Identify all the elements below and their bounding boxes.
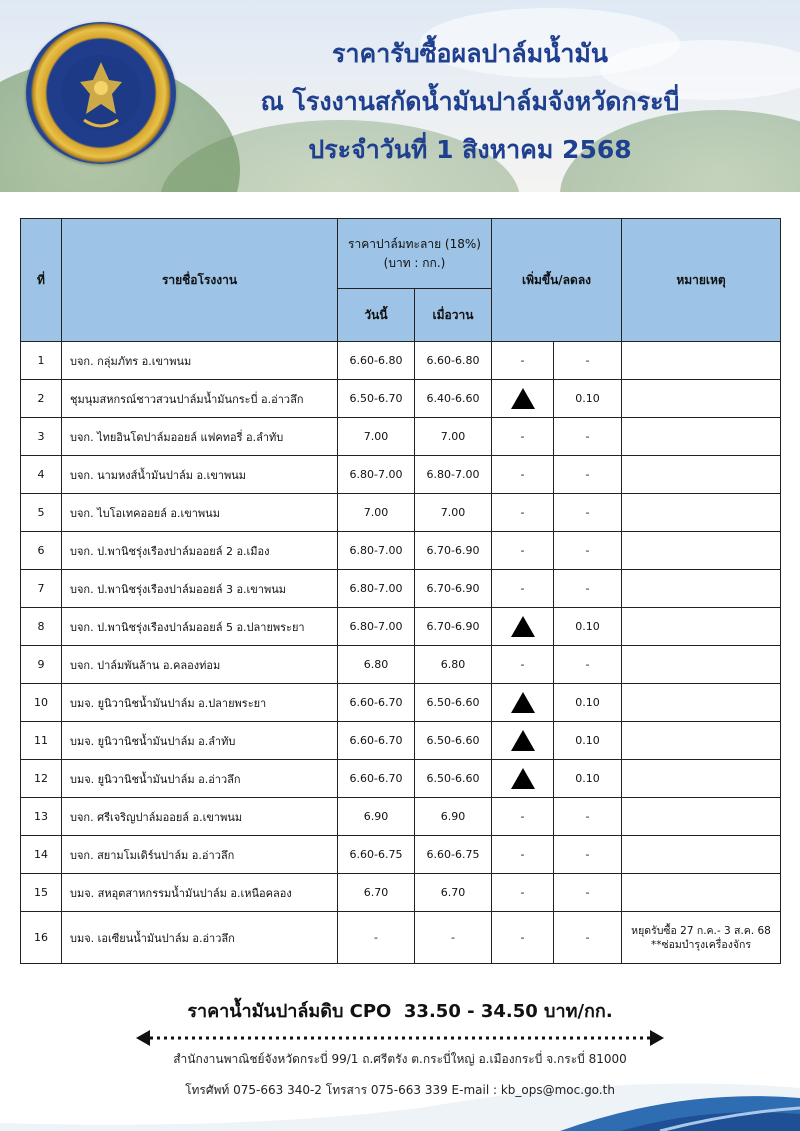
contact-info: โทรศัพท์ 075-663 340-2 โทรสาร 075-663 339 E-mail : kb_ops@moc.go.th [185,1083,615,1097]
price-today: 6.80 [338,646,415,684]
price-today: 6.60-6.70 [338,684,415,722]
row-number: 1 [21,342,62,380]
table-row [21,836,781,874]
change-amount: 0.10 [554,608,622,646]
change-direction: - [492,418,554,456]
change-amount: - [554,418,622,456]
table-row [21,418,781,456]
change-amount: - [554,456,622,494]
change-direction [492,760,554,798]
change-direction [492,608,554,646]
factory-name: บจก. ป.พานิชรุ่งเรืองปาล์มออยล์ 2 อ.เมือง [62,532,338,570]
factory-name: บจก. ปาล์มพันล้าน อ.คลองท่อม [62,646,338,684]
row-number: 8 [21,608,62,646]
header-factory: รายชื่อโรงงาน [62,219,338,342]
change-direction: - [492,874,554,912]
office-address: สำนักงานพาณิชย์จังหวัดกระบี่ 99/1 ถ.ศรีตรัง ต.กระบี่ใหญ่ อ.เมืองกระบี่ จ.กระบี่ 81000 [173,1052,627,1066]
price-today: 6.60-6.70 [338,760,415,798]
price-yesterday: - [415,912,492,964]
price-yesterday: 6.50-6.60 [415,722,492,760]
change-direction: - [492,836,554,874]
row-number: 4 [21,456,62,494]
factory-name: บจก. กลุ่มภัทร อ.เขาพนม [62,342,338,380]
table-row [21,912,781,964]
factory-name: บมจ. ยูนิวานิชน้ำมันปาล์ม อ.อ่าวลึก [62,760,338,798]
change-direction: - [492,798,554,836]
row-number: 16 [21,912,62,964]
price-today: 6.90 [338,798,415,836]
price-today: 6.80-7.00 [338,570,415,608]
row-number: 2 [21,380,62,418]
factory-name: บจก. นามหงส์น้ำมันปาล์ม อ.เขาพนม [62,456,338,494]
ministry-seal-icon [26,22,176,164]
factory-name: บจก. ป.พานิชรุ่งเรืองปาล์มออยล์ 3 อ.เขาพนม [62,570,338,608]
change-direction [492,380,554,418]
price-yesterday: 6.60-6.75 [415,836,492,874]
triangle-up-icon [511,768,535,789]
price-today: 6.60-6.70 [338,722,415,760]
change-direction [492,684,554,722]
table-row [21,684,781,722]
table-row [21,380,781,418]
price-yesterday: 7.00 [415,494,492,532]
factory-name: บมจ. เอเซียนน้ำมันปาล์ม อ.อ่าวลึก [62,912,338,964]
price-yesterday: 6.90 [415,798,492,836]
table-row [21,494,781,532]
page-title-line-2: ณ โรงงานสกัดน้ำมันปาล์มจังหวัดกระบี่ [260,87,680,116]
change-amount: - [554,646,622,684]
table-row [21,342,781,380]
row-number: 15 [21,874,62,912]
page-title-line-1: ราคารับซื้อผลปาล์มน้ำมัน [332,39,608,68]
row-number: 12 [21,760,62,798]
header-today: วันนี้ [338,289,415,342]
row-number: 11 [21,722,62,760]
row-note [622,836,781,874]
factory-name: บมจ. สหอุตสาหกรรมน้ำมันปาล์ม อ.เหนือคลอง [62,874,338,912]
factory-name: บมจ. ยูนิวานิชน้ำมันปาล์ม อ.ลำทับ [62,722,338,760]
table-row [21,532,781,570]
change-amount: 0.10 [554,722,622,760]
price-yesterday: 6.40-6.60 [415,380,492,418]
cpo-label: ราคาน้ำมันปาล์มดิบ CPO [187,1001,392,1022]
factory-name: บมจ. ยูนิวานิชน้ำมันปาล์ม อ.ปลายพระยา [62,684,338,722]
price-yesterday: 6.70-6.90 [415,608,492,646]
row-number: 3 [21,418,62,456]
price-today: 6.50-6.70 [338,380,415,418]
price-yesterday: 6.60-6.80 [415,342,492,380]
price-today: 7.00 [338,494,415,532]
row-note [622,722,781,760]
change-direction: - [492,342,554,380]
change-amount: - [554,798,622,836]
price-today: 7.00 [338,418,415,456]
change-amount: - [554,836,622,874]
price-yesterday: 6.50-6.60 [415,760,492,798]
factory-name: บจก. ไทยอินโดปาล์มออยล์ แฟคทอรี่ อ.ลำทับ [62,418,338,456]
factory-name: บจก. ป.พานิชรุ่งเรืองปาล์มออยล์ 5 อ.ปลายพระยา [62,608,338,646]
palm-price-table [20,218,781,964]
price-yesterday: 7.00 [415,418,492,456]
row-note [622,342,781,380]
row-note [622,570,781,608]
price-yesterday: 6.70 [415,874,492,912]
change-amount: 0.10 [554,760,622,798]
row-number: 5 [21,494,62,532]
cpo-value: 33.50 - 34.50 บาท/กก. [403,1001,613,1022]
header-change: เพิ่มขึ้น/ลดลง [492,219,622,342]
row-note [622,684,781,722]
table-row [21,608,781,646]
row-note [622,874,781,912]
row-note [622,456,781,494]
row-number: 6 [21,532,62,570]
note-line-1: หยุดรับซื้อ 27 ก.ค.- 3 ส.ค. 68 [631,924,771,937]
triangle-up-icon [511,616,535,637]
triangle-up-icon [511,730,535,751]
price-today: 6.70 [338,874,415,912]
factory-name: ชุมนุมสหกรณ์ชาวสวนปาล์มน้ำมันกระบี่ อ.อ่าวลึก [62,380,338,418]
page-title-date: ประจำวันที่ 1 สิงหาคม 2568 [308,135,632,164]
table-row [21,570,781,608]
change-amount: - [554,494,622,532]
row-note [622,646,781,684]
change-amount: - [554,874,622,912]
row-number: 14 [21,836,62,874]
cpo-price [0,996,800,1025]
table-row [21,456,781,494]
header-yesterday: เมื่อวาน [415,289,492,342]
change-amount: - [554,342,622,380]
row-note [622,912,781,964]
table-row [21,798,781,836]
price-today: 6.60-6.75 [338,836,415,874]
factory-name: บจก. ไบโอเทคออยล์ อ.เขาพนม [62,494,338,532]
row-number: 9 [21,646,62,684]
table-row [21,874,781,912]
change-direction: - [492,456,554,494]
price-today: 6.80-7.00 [338,608,415,646]
table-row [21,760,781,798]
row-number: 13 [21,798,62,836]
row-note [622,418,781,456]
row-note [622,608,781,646]
price-yesterday: 6.50-6.60 [415,684,492,722]
price-yesterday: 6.80-7.00 [415,456,492,494]
header-price-group [338,219,492,289]
row-note [622,494,781,532]
change-amount: 0.10 [554,684,622,722]
change-direction: - [492,570,554,608]
row-note [622,380,781,418]
triangle-up-icon [511,692,535,713]
row-number: 7 [21,570,62,608]
price-yesterday: 6.80 [415,646,492,684]
factory-name: บจก. สยามโมเดิร์นปาล์ม อ.อ่าวลึก [62,836,338,874]
row-number: 10 [21,684,62,722]
change-amount: 0.10 [554,380,622,418]
dotted-arrow-divider [136,1030,664,1046]
row-note [622,798,781,836]
change-direction: - [492,912,554,964]
table-row [21,722,781,760]
price-today: 6.80-7.00 [338,532,415,570]
change-direction: - [492,532,554,570]
change-direction: - [492,494,554,532]
header-price-title: ราคาปาล์มทะลาย (18%) [348,236,481,251]
price-today: - [338,912,415,964]
note-line-2: **ซ่อมบำรุงเครื่องจักร [651,938,752,951]
change-direction [492,722,554,760]
row-note [622,760,781,798]
triangle-up-icon [511,388,535,409]
table-row [21,646,781,684]
header-no: ที่ [21,219,62,342]
row-note [622,532,781,570]
factory-name: บจก. ศรีเจริญปาล์มออยล์ อ.เขาพนม [62,798,338,836]
price-today: 6.80-7.00 [338,456,415,494]
change-direction: - [492,646,554,684]
header-price-unit: (บาท : กก.) [383,255,446,270]
price-yesterday: 6.70-6.90 [415,570,492,608]
header-note: หมายเหตุ [622,219,781,342]
change-amount: - [554,532,622,570]
price-today: 6.60-6.80 [338,342,415,380]
price-yesterday: 6.70-6.90 [415,532,492,570]
change-amount: - [554,912,622,964]
change-amount: - [554,570,622,608]
